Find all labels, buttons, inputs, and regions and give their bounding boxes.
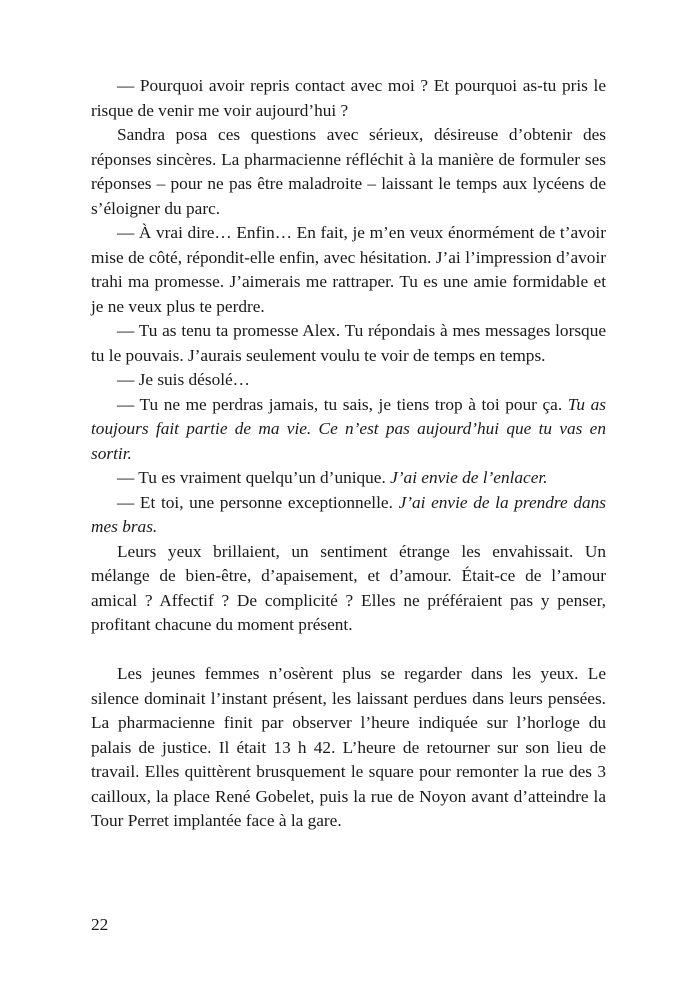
italic-thought: J’ai envie de la prendre dans mes bras.: [91, 492, 606, 536]
page-number: 22: [91, 915, 109, 934]
paragraph: — À vrai dire… Enfin… En fait, je m’en veux énormément de t’avoir mise de côté, répondit-elle enfin, avec hésitation. J’ai l’impression d’avoir trahi ma promesse. J’aimerais me rattraper. Tu es une amie formidable et je ne veux plus te perdre.: [91, 223, 606, 316]
italic-thought: J’ai envie de l’enlacer.: [390, 468, 548, 487]
italic-thought: Tu as toujours fait partie de ma vie. Ce n’est pas aujourd’hui que tu vas en sortir.: [91, 394, 606, 463]
paragraph: — Tu ne me perdras jamais, tu sais, je tiens trop à toi pour ça. Tu as toujours fait partie de ma vie. Ce n’est pas aujourd’hui que tu vas en sortir.: [91, 394, 606, 463]
paragraph: Leurs yeux brillaient, un sentiment étrange les envahissait. Un mélange de bien-être, d’apaisement, et d’amour. Était-ce de l’amour amical ? Affectif ? De complicité ? Elles ne préféraient pas y penser, profitant chacune du moment présent.: [91, 541, 606, 634]
paragraph: — Et toi, une personne exceptionnelle. J’ai envie de la prendre dans mes bras.: [91, 492, 606, 536]
paragraph: Les jeunes femmes n’osèrent plus se regarder dans les yeux. Le silence dominait l’instant présent, les laissant perdues dans leurs pensées. La pharmacienne finit par observer l’heure indiquée sur l’horloge du palais de justice. Il était 13 h 42. L’heure de retourner sur son lieu de travail. Elles quittèrent brusquement le square pour remonter la rue des 3 cailloux, la place René Gobelet, puis la rue de Noyon avant d’atteindre la Tour Perret implantée face à la gare.: [91, 664, 606, 830]
paragraph: — Pourquoi avoir repris contact avec moi ? Et pourquoi as-tu pris le risque de venir me voir aujourd’hui ?: [91, 76, 606, 120]
paragraph: — Tu es vraiment quelqu’un d’unique. J’ai envie de l’enlacer.: [117, 468, 548, 487]
paragraph: — Tu as tenu ta promesse Alex. Tu répondais à mes messages lorsque tu le pouvais. J’aurais seulement voulu te voir de temps en temps.: [91, 321, 606, 365]
paragraph-gap: [91, 638, 606, 663]
body-text: [91, 74, 606, 834]
paragraph: — Je suis désolé…: [117, 370, 250, 389]
paragraph: Sandra posa ces questions avec sérieux, désireuse d’obtenir des réponses sincères. La pharmacienne réfléchit à la manière de formuler ses réponses – pour ne pas être maladroite – laissant le temps aux lycéens de s’éloigner du parc.: [91, 125, 606, 218]
